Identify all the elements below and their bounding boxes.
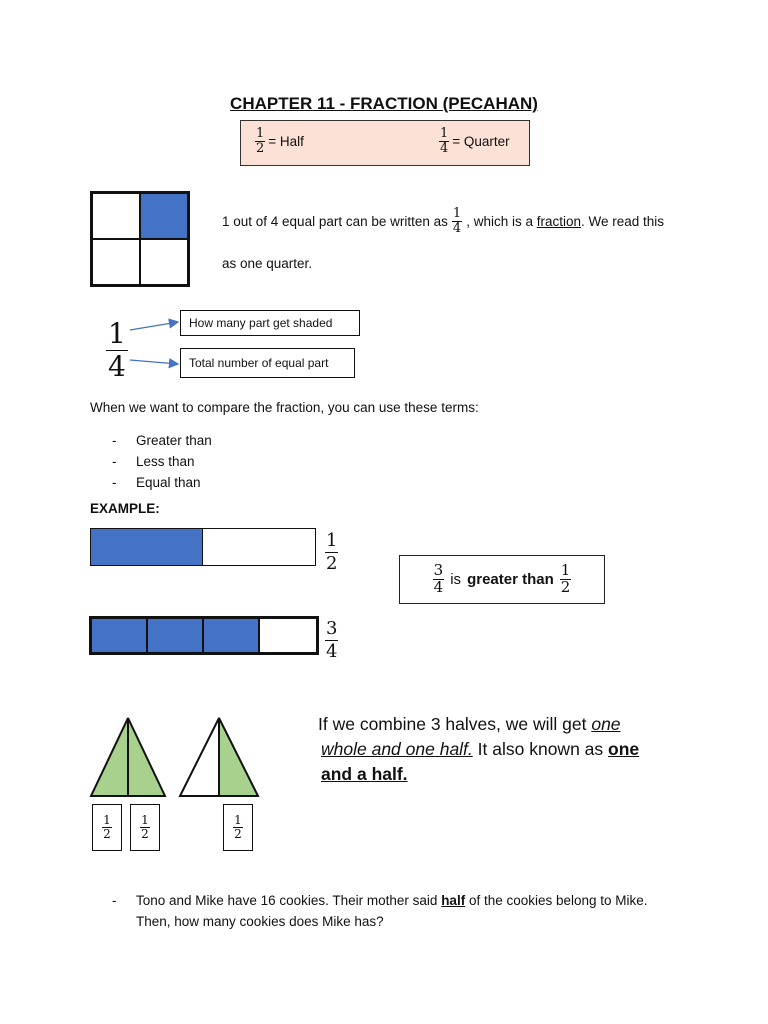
half-label-box: $\frac{1}{2}$ xyxy=(92,804,122,851)
word-problem: - Tono and Mike have 16 cookies. Their mother said half of the cookies belong to Mike. Then, how many cookies does Mike has? xyxy=(112,893,648,929)
denominator-label-box: Total number of equal part xyxy=(180,348,355,378)
quarter-explanation-line2: as one quarter. xyxy=(222,256,313,271)
halves-explanation: If we combine 3 halves, we will get one whole and one half. It also known as one and a half. xyxy=(318,714,640,784)
arrow-denominator xyxy=(130,360,178,364)
triangle-left-half-shaded xyxy=(91,718,128,796)
denominator: 4 xyxy=(108,350,126,383)
bar-segment-shaded xyxy=(92,619,148,652)
numerator-label-box: How many part get shaded xyxy=(180,310,360,336)
half-label-box: $\frac{1}{2}$ xyxy=(130,804,160,851)
numerator: 1 xyxy=(108,317,126,350)
definition-quarter-text: = Quarter xyxy=(452,133,510,149)
bar-segment-shaded xyxy=(148,619,204,652)
half-triangles xyxy=(85,712,270,802)
bar-segment-shaded xyxy=(204,619,260,652)
compare-intro: When we want to compare the fraction, you can use these terms: xyxy=(90,400,479,415)
comparison-left-fraction: $\frac{3}{4}$ xyxy=(433,561,444,596)
comparison-relation: greater than xyxy=(467,571,554,588)
comparison-connector: is xyxy=(450,571,462,588)
half-bar-fraction: $\frac{1}{2}$ xyxy=(326,530,338,574)
page-title: CHAPTER 11 - FRACTION (PECAHAN) xyxy=(230,94,538,113)
definition-half-text: = Half xyxy=(268,133,304,149)
fraction-inline: $\frac{1}{4}$ xyxy=(452,206,462,236)
triangle-right-half-shaded xyxy=(128,718,165,796)
bar-segment xyxy=(203,529,315,565)
half-bar xyxy=(90,528,316,566)
bar-segment xyxy=(260,619,316,652)
keyword-fraction: fraction xyxy=(536,213,582,229)
comparison-right-fraction: $\frac{1}{2}$ xyxy=(560,561,571,596)
three-quarter-bar-fraction: $\frac{3}{4}$ xyxy=(326,618,338,662)
comparison-box xyxy=(399,555,605,604)
three-quarter-bar xyxy=(89,616,319,655)
list-item: - Less than xyxy=(112,454,195,469)
example-label: EXAMPLE: xyxy=(90,501,160,516)
terms-list xyxy=(112,430,212,493)
arrow-numerator xyxy=(130,322,178,330)
quarter-explanation-line1: 1 out of 4 equal part can be written as $\frac{1}{4}$ , which is a fraction . We read this xyxy=(222,206,665,236)
list-item: - Equal than xyxy=(112,475,201,490)
fraction-half: $\frac{1}{2}$ xyxy=(256,126,265,156)
half-label-box: $\frac{1}{2}$ xyxy=(223,804,253,851)
triangle-left-half xyxy=(180,718,219,796)
triangle-right-half-shaded xyxy=(219,718,258,796)
bar-segment-shaded xyxy=(91,529,203,565)
list-item: - Greater than xyxy=(112,433,212,448)
fraction-quarter: $\frac{1}{4}$ xyxy=(440,126,449,156)
